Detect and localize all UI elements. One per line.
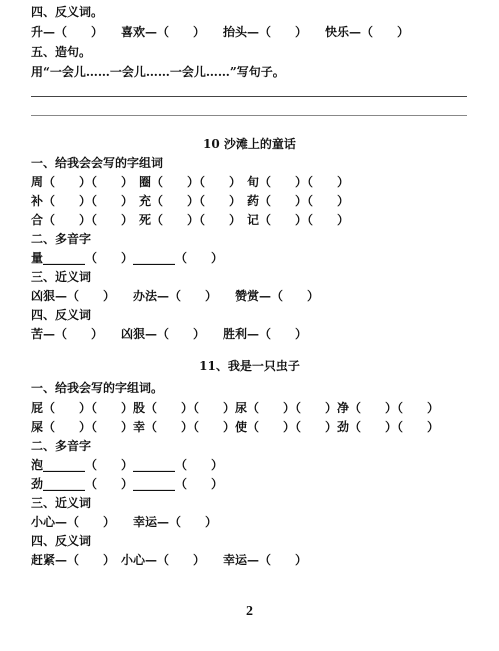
heading-antonyms: 四、反义词 [31,534,92,548]
heading-word-groups: 一、给我会会写的字组词 [31,156,164,170]
heading-antonyms: 四、反义词。 [31,5,104,19]
antonym-row: 赶紧—（ ） 小心—（ ） 幸运—（ ） [31,553,308,567]
polyphone-row: 劲_______（ ）_______（ ） [31,477,224,491]
word-row: 合（ ）（ ） 死（ ）（ ） 记（ ）（ ） [31,213,350,227]
heading-polyphones: 二、多音字 [31,232,92,246]
word-row: 周（ ）（ ） 圈（ ）（ ） 旬（ ）（ ） [31,175,350,189]
antonym-row: 升—（ ） 喜欢—（ ） 抬头—（ ） 快乐—（ ） [31,25,410,39]
antonym-row: 苦—（ ） 凶狠—（ ） 胜利—（ ） [31,327,308,341]
word-row: 屎（ ）（ ）幸（ ）（ ）使（ ）（ ）劲（ ）（ ） [31,420,440,434]
synonym-row: 小心—（ ） 幸运—（ ） [31,515,218,529]
polyphone-row: 泡_______（ ）_______（ ） [31,458,224,472]
word-row: 屁（ ）（ ）股（ ）（ ）尿（ ）（ ）净（ ）（ ） [31,401,440,415]
page-number: 2 [246,604,253,619]
heading-polyphones: 二、多音字 [31,439,92,453]
word-row: 补（ ）（ ） 充（ ）（ ） 药（ ）（ ） [31,194,350,208]
heading-sentence: 五、造句。 [31,45,92,59]
heading-word-groups: 一、给我会写的字组词。 [31,381,164,395]
sentence-prompt: 用“一会儿……一会儿……一会儿……”写句子。 [31,65,285,79]
lesson-11-title: 11、我是一只虫子 [199,359,300,373]
polyphone-row: 量_______（ ）_______（ ） [31,251,224,265]
answer-line [31,96,467,97]
lesson-10-title: 10 沙滩上的童话 [203,137,296,151]
heading-antonyms: 四、反义词 [31,308,92,322]
answer-line [31,115,467,116]
heading-synonyms: 三、近义词 [31,270,92,284]
heading-synonyms: 三、近义词 [31,496,92,510]
synonym-row: 凶狠—（ ） 办法—（ ） 赞赏—（ ） [31,289,320,303]
